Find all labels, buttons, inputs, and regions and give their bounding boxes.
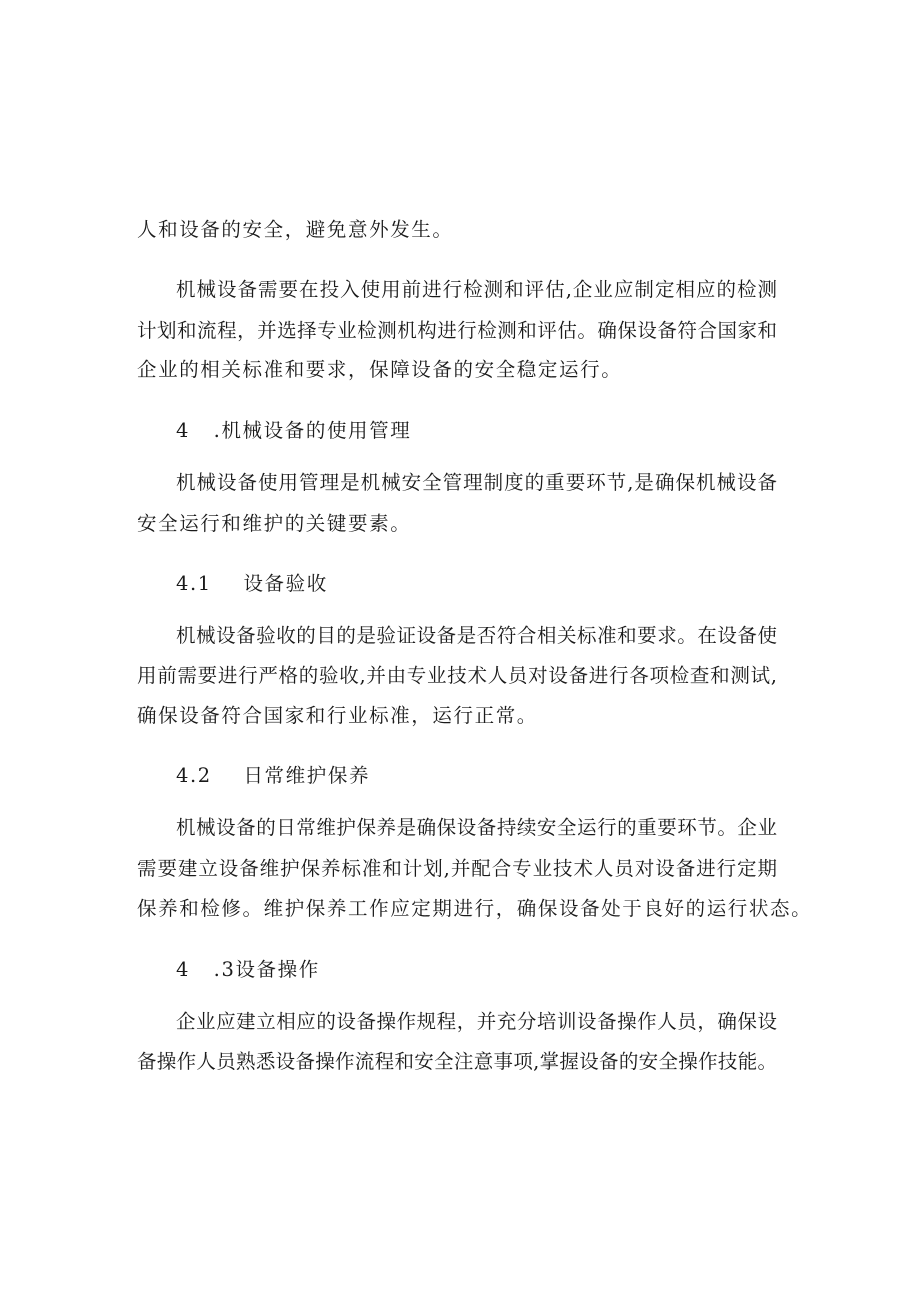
paragraph-line: 确保设备符合国家和行业标准，运行正常。	[137, 704, 538, 727]
paragraph-line: 安全运行和维护的关键要素。	[137, 512, 412, 535]
paragraph-line: 机械设备验收的目的是验证设备是否符合相关标准和要求。在设备使	[176, 624, 777, 647]
heading-number: 4.1	[176, 572, 212, 595]
paragraph-line: 用前需要进行严格的验收,并由专业技术人员对设备进行各项检查和测试,	[137, 664, 777, 687]
paragraph-line: 机械设备需要在投入使用前进行检测和评估,企业应制定相应的检测	[176, 278, 777, 301]
paragraph-line: 企业的相关标准和要求，保障设备的安全稳定运行。	[137, 358, 623, 381]
heading-title: .机械设备的使用管理	[213, 419, 412, 442]
section-heading-4-1	[176, 571, 576, 597]
heading-title: 设备验收	[243, 572, 328, 595]
section-heading-4-3	[176, 957, 576, 983]
paragraph-line: 机械设备使用管理是机械安全管理制度的重要环节,是确保机械设备	[176, 471, 777, 494]
paragraph-line: 备操作人员熟悉设备操作流程和安全注意事项,掌握设备的安全操作技能。	[137, 1050, 777, 1073]
paragraph-line: 企业应建立相应的设备操作规程，并充分培训设备操作人员，确保设	[176, 1010, 777, 1033]
heading-title: 日常维护保养	[243, 764, 371, 787]
paragraph-line: 人和设备的安全，避免意外发生。	[137, 218, 454, 241]
paragraph-line: 机械设备的日常维护保养是确保设备持续安全运行的重要环节。企业	[176, 816, 777, 839]
heading-number: 4	[176, 419, 191, 442]
section-heading-4	[176, 418, 576, 444]
section-heading-4-2	[176, 763, 576, 789]
heading-title: .3设备操作	[213, 958, 320, 981]
paragraph-line: 计划和流程，并选择专业检测机构进行检测和评估。确保设备符合国家和	[137, 319, 777, 342]
heading-number: 4	[176, 958, 191, 981]
paragraph-line: 保养和检修。维护保养工作应定期进行，确保设备处于良好的运行状态。	[137, 897, 813, 920]
paragraph-line: 需要建立设备维护保养标准和计划,并配合专业技术人员对设备进行定期	[137, 857, 777, 880]
heading-number: 4.2	[176, 764, 212, 787]
